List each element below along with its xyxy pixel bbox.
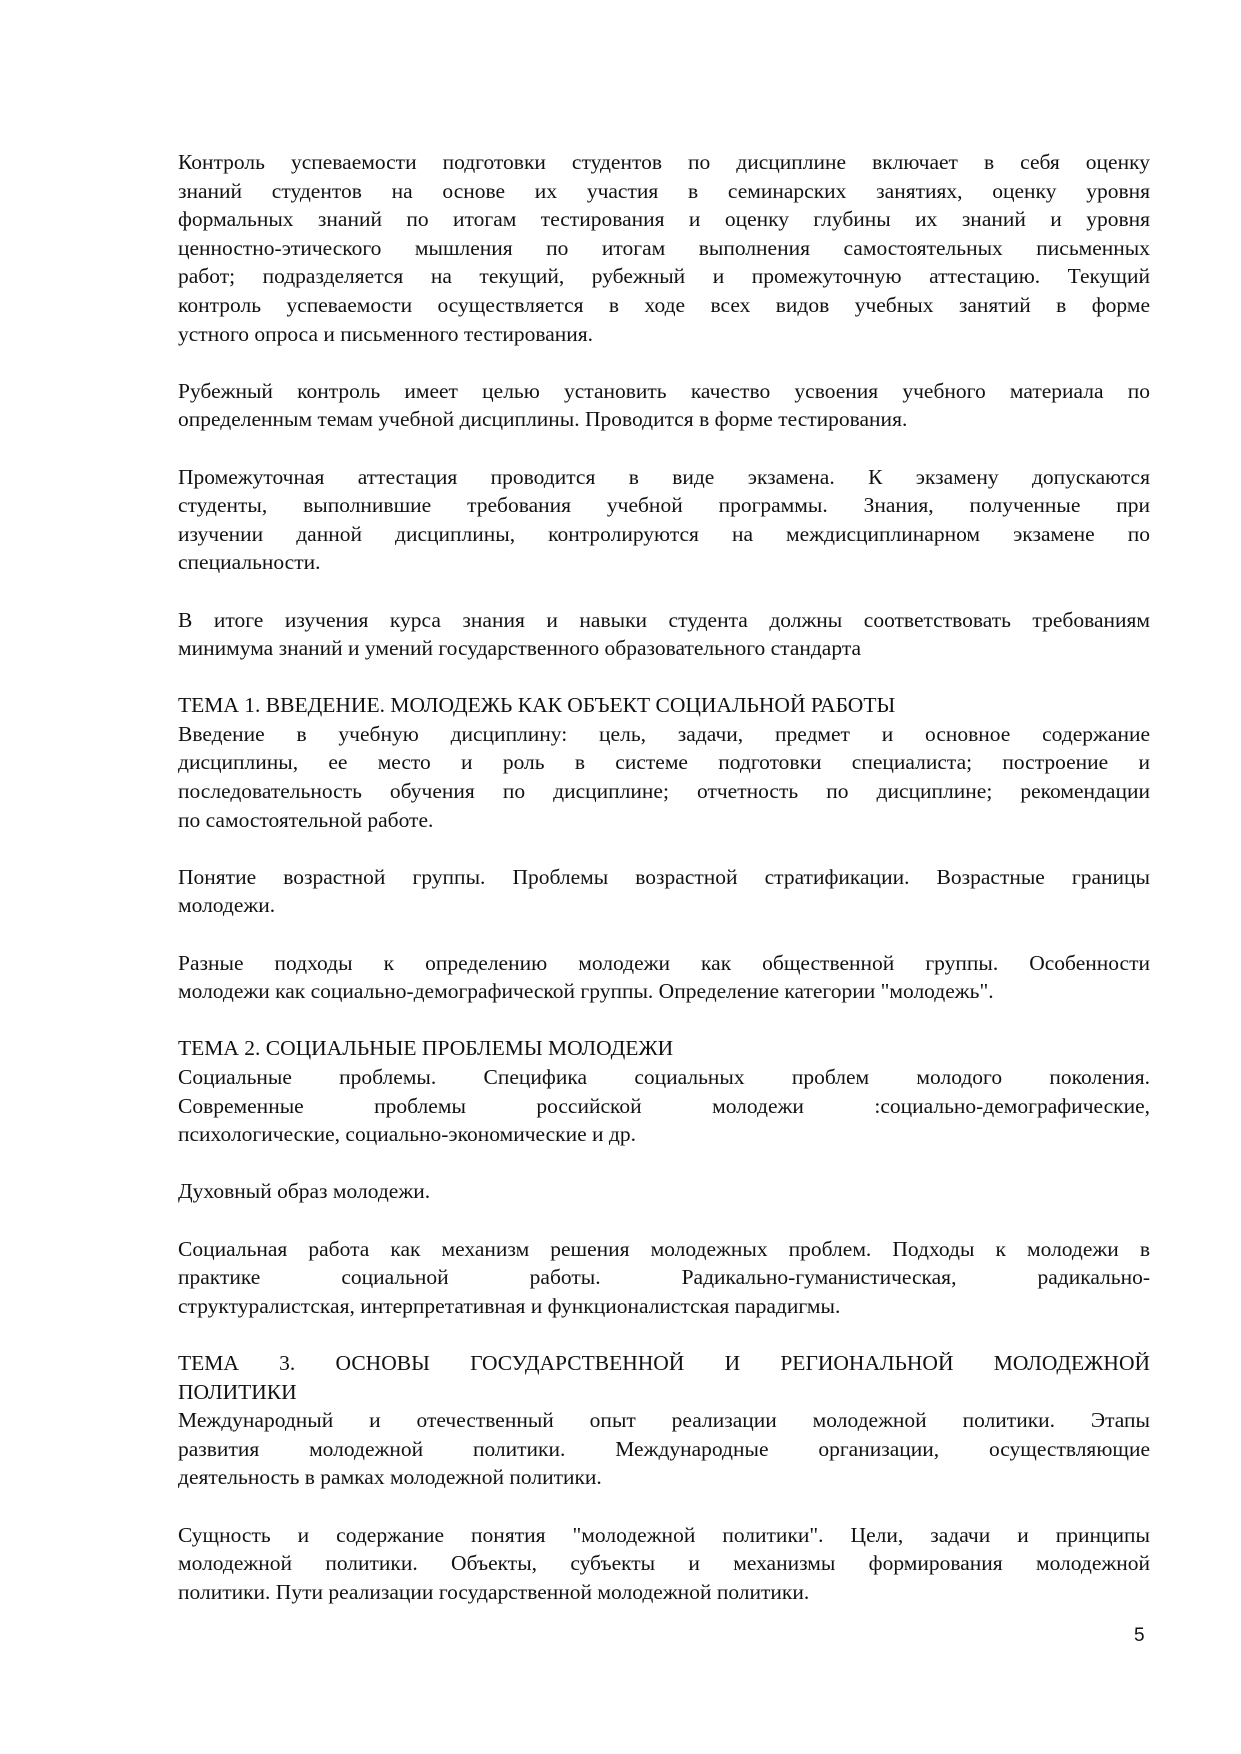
paragraph <box>178 606 1150 663</box>
text-line: ПОЛИТИКИ <box>178 1379 297 1404</box>
paragraph <box>178 1177 1150 1206</box>
paragraph <box>178 949 1150 1006</box>
text-line: студенты, выполнившие требования учебной программы. Знания, полученные при <box>178 493 1150 518</box>
section-heading <box>178 1349 1150 1406</box>
section-heading <box>178 691 1150 720</box>
text-line: последовательность обучения по дисциплине; отчетность по дисциплине; рекомендации <box>178 779 1150 804</box>
text-line: по самостоятельной работе. <box>178 807 434 832</box>
text-line: политики. Пути реализации государственной молодежной политики. <box>178 1579 810 1604</box>
text-line: определенным темам учебной дисциплины. Проводится в форме тестирования. <box>178 407 908 432</box>
text-line: работ; подразделяется на текущий, рубежный и промежуточную аттестацию. Текущий <box>178 264 1150 289</box>
text-line: минимума знаний и умений государственного образовательного стандарта <box>178 636 862 661</box>
text-line: Понятие возрастной группы. Проблемы возрастной стратификации. Возрастные границы <box>178 864 1150 889</box>
text-line: практике социальной работы. Радикально-гуманистическая, радикально- <box>178 1265 1150 1290</box>
text-line: Духовный образ молодежи. <box>178 1179 431 1204</box>
paragraph <box>178 863 1150 920</box>
paragraph <box>178 1406 1150 1492</box>
text-line: развития молодежной политики. Международные организации, осуществляющие <box>178 1436 1150 1461</box>
text-line: деятельность в рамках молодежной политики. <box>178 1465 602 1490</box>
text-line: Промежуточная аттестация проводится в виде экзамена. К экзамену допускаются <box>178 464 1150 489</box>
text-line: специальности. <box>178 550 321 575</box>
text-line: ценностно-этического мышления по итогам выполнения самостоятельных письменных <box>178 235 1150 260</box>
paragraph <box>178 463 1150 577</box>
text-line: дисциплины, ее место и роль в системе подготовки специалиста; построение и <box>178 750 1150 775</box>
document-body <box>178 148 1150 1635</box>
text-line: ТЕМА 2. СОЦИАЛЬНЫЕ ПРОБЛЕМЫ МОЛОДЕЖИ <box>178 1036 674 1061</box>
text-line: контроль успеваемости осуществляется в ходе всех видов учебных занятий в форме <box>178 292 1150 317</box>
text-line: устного опроса и письменного тестирования. <box>178 321 594 346</box>
text-line: структуралистская, интерпретативная и функционалистская парадигмы. <box>178 1293 841 1318</box>
text-line: молодежи как социально-демографической группы. Определение категории "молодежь". <box>178 979 994 1004</box>
text-line: Сущность и содержание понятия "молодежной политики". Цели, задачи и принципы <box>178 1522 1150 1547</box>
text-line: ТЕМА 3. ОСНОВЫ ГОСУДАРСТВЕННОЙ И РЕГИОНАЛЬНОЙ МОЛОДЕЖНОЙ <box>178 1350 1150 1375</box>
paragraph <box>178 1521 1150 1607</box>
page-number: 5 <box>1134 1625 1145 1646</box>
text-line: Введение в учебную дисциплину: цель, задачи, предмет и основное содержание <box>178 721 1150 746</box>
paragraph <box>178 1235 1150 1321</box>
text-line: формальных знаний по итогам тестирования и оценку глубины их знаний и уровня <box>178 207 1150 232</box>
text-line: Разные подходы к определению молодежи как общественной группы. Особенности <box>178 950 1150 975</box>
text-line: Социальные проблемы. Специфика социальных проблем молодого поколения. <box>178 1065 1150 1089</box>
text-line: молодежи. <box>178 893 276 918</box>
text-line: Рубежный контроль имеет целью установить качество усвоения учебного материала по <box>178 378 1150 403</box>
text-line: Контроль успеваемости подготовки студентов по дисциплине включает в себя оценку <box>178 150 1150 174</box>
text-line: изучении данной дисциплины, контролируются на междисциплинарном экзамене по <box>178 521 1150 546</box>
paragraph <box>178 377 1150 434</box>
text-line: молодежной политики. Объекты, субъекты и механизмы формирования молодежной <box>178 1551 1150 1576</box>
text-line: ТЕМА 1. ВВЕДЕНИЕ. МОЛОДЕЖЬ КАК ОБЪЕКТ СОЦИАЛЬНОЙ РАБОТЫ <box>178 693 896 718</box>
text-line: Современные проблемы российской молодежи :социально-демографические, <box>178 1093 1150 1118</box>
text-line: В итоге изучения курса знания и навыки студента должны соответствовать требованиям <box>178 607 1150 632</box>
text-line: Социальная работа как механизм решения молодежных проблем. Подходы к молодежи в <box>178 1236 1150 1261</box>
section-heading <box>178 1034 1150 1063</box>
paragraph <box>178 148 1150 348</box>
text-line: психологические, социально-экономические и др. <box>178 1122 636 1147</box>
paragraph <box>178 1063 1150 1149</box>
paragraph <box>178 720 1150 834</box>
text-line: Международный и отечественный опыт реализации молодежной политики. Этапы <box>178 1408 1150 1433</box>
text-line: знаний студентов на основе их участия в семинарских занятиях, оценку уровня <box>178 178 1150 203</box>
